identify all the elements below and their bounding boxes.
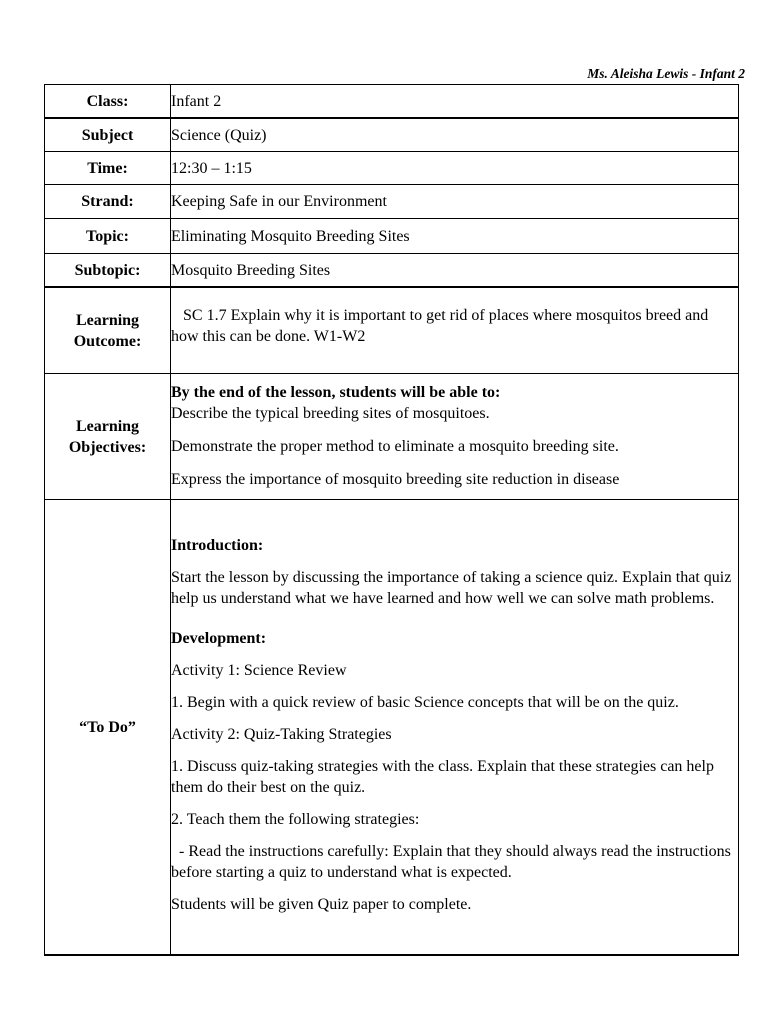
introduction-heading: Introduction: [171, 536, 264, 554]
activity-2-step: 2. Teach them the following strategies: [171, 810, 420, 828]
to-do-content [171, 530, 738, 925]
activity-1-step: 1. Begin with a quick review of basic Science concepts that will be on the quiz. [171, 693, 679, 711]
table-row-learning-outcome [45, 287, 739, 374]
table-row-class [45, 85, 739, 119]
introduction-text: Start the lesson by discussing the importance of taking a science quiz. Explain that quiz help us understand what we have learned and how well we can solve math problems. [171, 568, 732, 607]
table-row-topic [45, 219, 739, 254]
learning-objectives-label-line1: Learning [75, 417, 140, 435]
strand-label: Strand: [45, 185, 171, 219]
development-heading: Development: [171, 629, 267, 647]
class-label: Class: [45, 85, 171, 119]
learning-outcome-cell [171, 287, 739, 374]
topic-label: Topic: [45, 219, 171, 254]
lesson-plan-table [44, 84, 739, 956]
subject-label: Subject [45, 118, 171, 152]
subtopic-value: Mosquito Breeding Sites [171, 254, 739, 288]
to-do-cell [171, 500, 739, 956]
learning-outcome-label-line2: Outcome: [73, 332, 142, 350]
table-row-time [45, 152, 739, 185]
learning-objectives-label-line2: Objectives: [68, 438, 147, 456]
learning-objectives-content [171, 378, 738, 496]
strategy-item: - Read the instructions carefully: Explain that they should always read the instructions before starting a quiz to understand what is expected. [171, 842, 731, 881]
objective-item: Describe the typical breeding sites of mosquitoes. [171, 404, 490, 422]
learning-objectives-label [45, 374, 171, 500]
activity-2-step: 1. Discuss quiz-taking strategies with the class. Explain that these strategies can help them do their best on the quiz. [171, 757, 714, 796]
table-row-subtopic [45, 254, 739, 288]
page-header-teacher: Ms. Aleisha Lewis - Infant 2 [587, 66, 745, 81]
learning-objectives-cell [171, 374, 739, 500]
objective-item: Express the importance of mosquito breeding site reduction in disease [171, 470, 620, 488]
objective-item: Demonstrate the proper method to eliminate a mosquito breeding site. [171, 437, 619, 455]
topic-value: Eliminating Mosquito Breeding Sites [171, 219, 739, 254]
to-do-label: “To Do” [45, 500, 171, 956]
table-row-learning-objectives [45, 374, 739, 500]
subtopic-label: Subtopic: [45, 254, 171, 288]
activity-2-title: Activity 2: Quiz-Taking Strategies [171, 725, 392, 743]
table-row-strand [45, 185, 739, 219]
table-row-subject [45, 118, 739, 152]
table-row-to-do [45, 500, 739, 956]
learning-outcome-label-line1: Learning [75, 311, 140, 329]
time-label: Time: [45, 152, 171, 185]
closing-text: Students will be given Quiz paper to complete. [171, 895, 472, 913]
learning-outcome-label [45, 287, 171, 374]
time-value: 12:30 – 1:15 [171, 152, 739, 185]
class-value: Infant 2 [171, 85, 739, 119]
objectives-heading: By the end of the lesson, students will be able to: [171, 383, 501, 401]
learning-outcome-text [171, 295, 738, 367]
strand-value: Keeping Safe in our Environment [171, 185, 739, 219]
learning-outcome-value: SC 1.7 Explain why it is important to get rid of places where mosquitos breed and how this can be done. W1-W2 [171, 306, 709, 345]
activity-1-title: Activity 1: Science Review [171, 661, 347, 679]
subject-value: Science (Quiz) [171, 118, 739, 152]
